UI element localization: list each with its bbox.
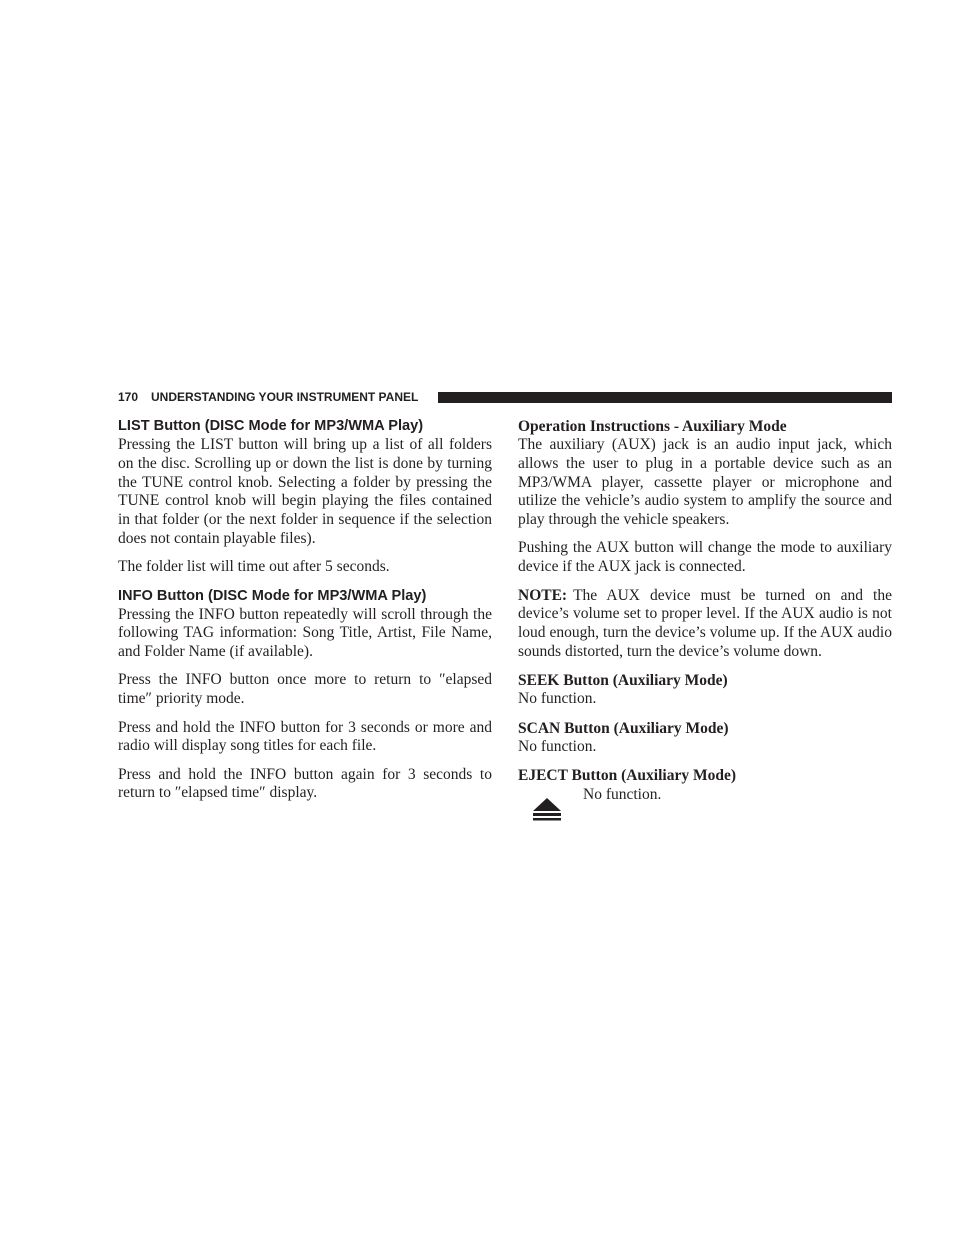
seek-button-heading: SEEK Button (Auxiliary Mode): [518, 672, 728, 690]
page-number: 170: [118, 390, 139, 404]
info-paragraph-4: Press and hold the INFO button again for 3 seconds to return to ″elapsed time″ display.: [118, 765, 492, 802]
eject-description: No function.: [583, 785, 662, 803]
eject-icon: [532, 797, 562, 821]
info-paragraph-3: Press and hold the INFO button for 3 seconds or more and radio will display song titles for each file.: [118, 718, 492, 755]
eject-button-heading: EJECT Button (Auxiliary Mode): [518, 766, 737, 784]
note-text: The AUX device must be turned on and the device’s volume set to proper level. If the AUX audio is not loud enough, turn the device’s volume up. If the AUX audio sounds distorted, turn the device’s volume down.: [518, 586, 892, 660]
note-label: NOTE:: [518, 586, 568, 604]
page-header: [118, 389, 892, 405]
scan-description: No function.: [518, 737, 597, 755]
eject-row: [518, 785, 892, 819]
seek-description: No function.: [518, 690, 597, 708]
info-paragraph-1: Pressing the INFO button repeatedly will scroll through the following TAG information: Song Title, Artist, File Name, and Folder Name (if available).: [118, 605, 492, 661]
section-title: UNDERSTANDING YOUR INSTRUMENT PANEL: [151, 390, 419, 404]
scan-button-heading: SCAN Button (Auxiliary Mode): [518, 719, 729, 737]
folder-timeout-paragraph: The folder list will time out after 5 seconds.: [118, 558, 390, 576]
info-paragraph-2: Press the INFO button once more to return to ″elapsed time″ priority mode.: [118, 671, 492, 708]
aux-button-paragraph: Pushing the AUX button will change the mode to auxiliary device if the AUX jack is connected.: [518, 539, 892, 576]
header-rule-bar: [438, 392, 892, 403]
right-column: [518, 417, 892, 819]
list-button-heading: LIST Button (DISC Mode for MP3/WMA Play): [118, 418, 424, 434]
aux-jack-paragraph: The auxiliary (AUX) jack is an audio input jack, which allows the user to plug in a portable device such as an MP3/WMA player, cassette player or microphone and utilize the vehicle’s audio system to amplify the source and play through the vehicle speakers.: [518, 436, 892, 529]
list-button-paragraph: Pressing the LIST button will bring up a list of all folders on the disc. Scrolling up or down the list is done by turning the TUNE control knob. Selecting a folder by pressing the TUNE control knob will begin playing the files contained in that folder (or the next folder in sequence if the selection does not contain playable files).: [118, 436, 492, 547]
aux-mode-heading: Operation Instructions - Auxiliary Mode: [518, 418, 787, 435]
info-button-heading: INFO Button (DISC Mode for MP3/WMA Play): [118, 587, 427, 604]
note-paragraph: [518, 587, 892, 662]
left-column: [118, 417, 492, 813]
